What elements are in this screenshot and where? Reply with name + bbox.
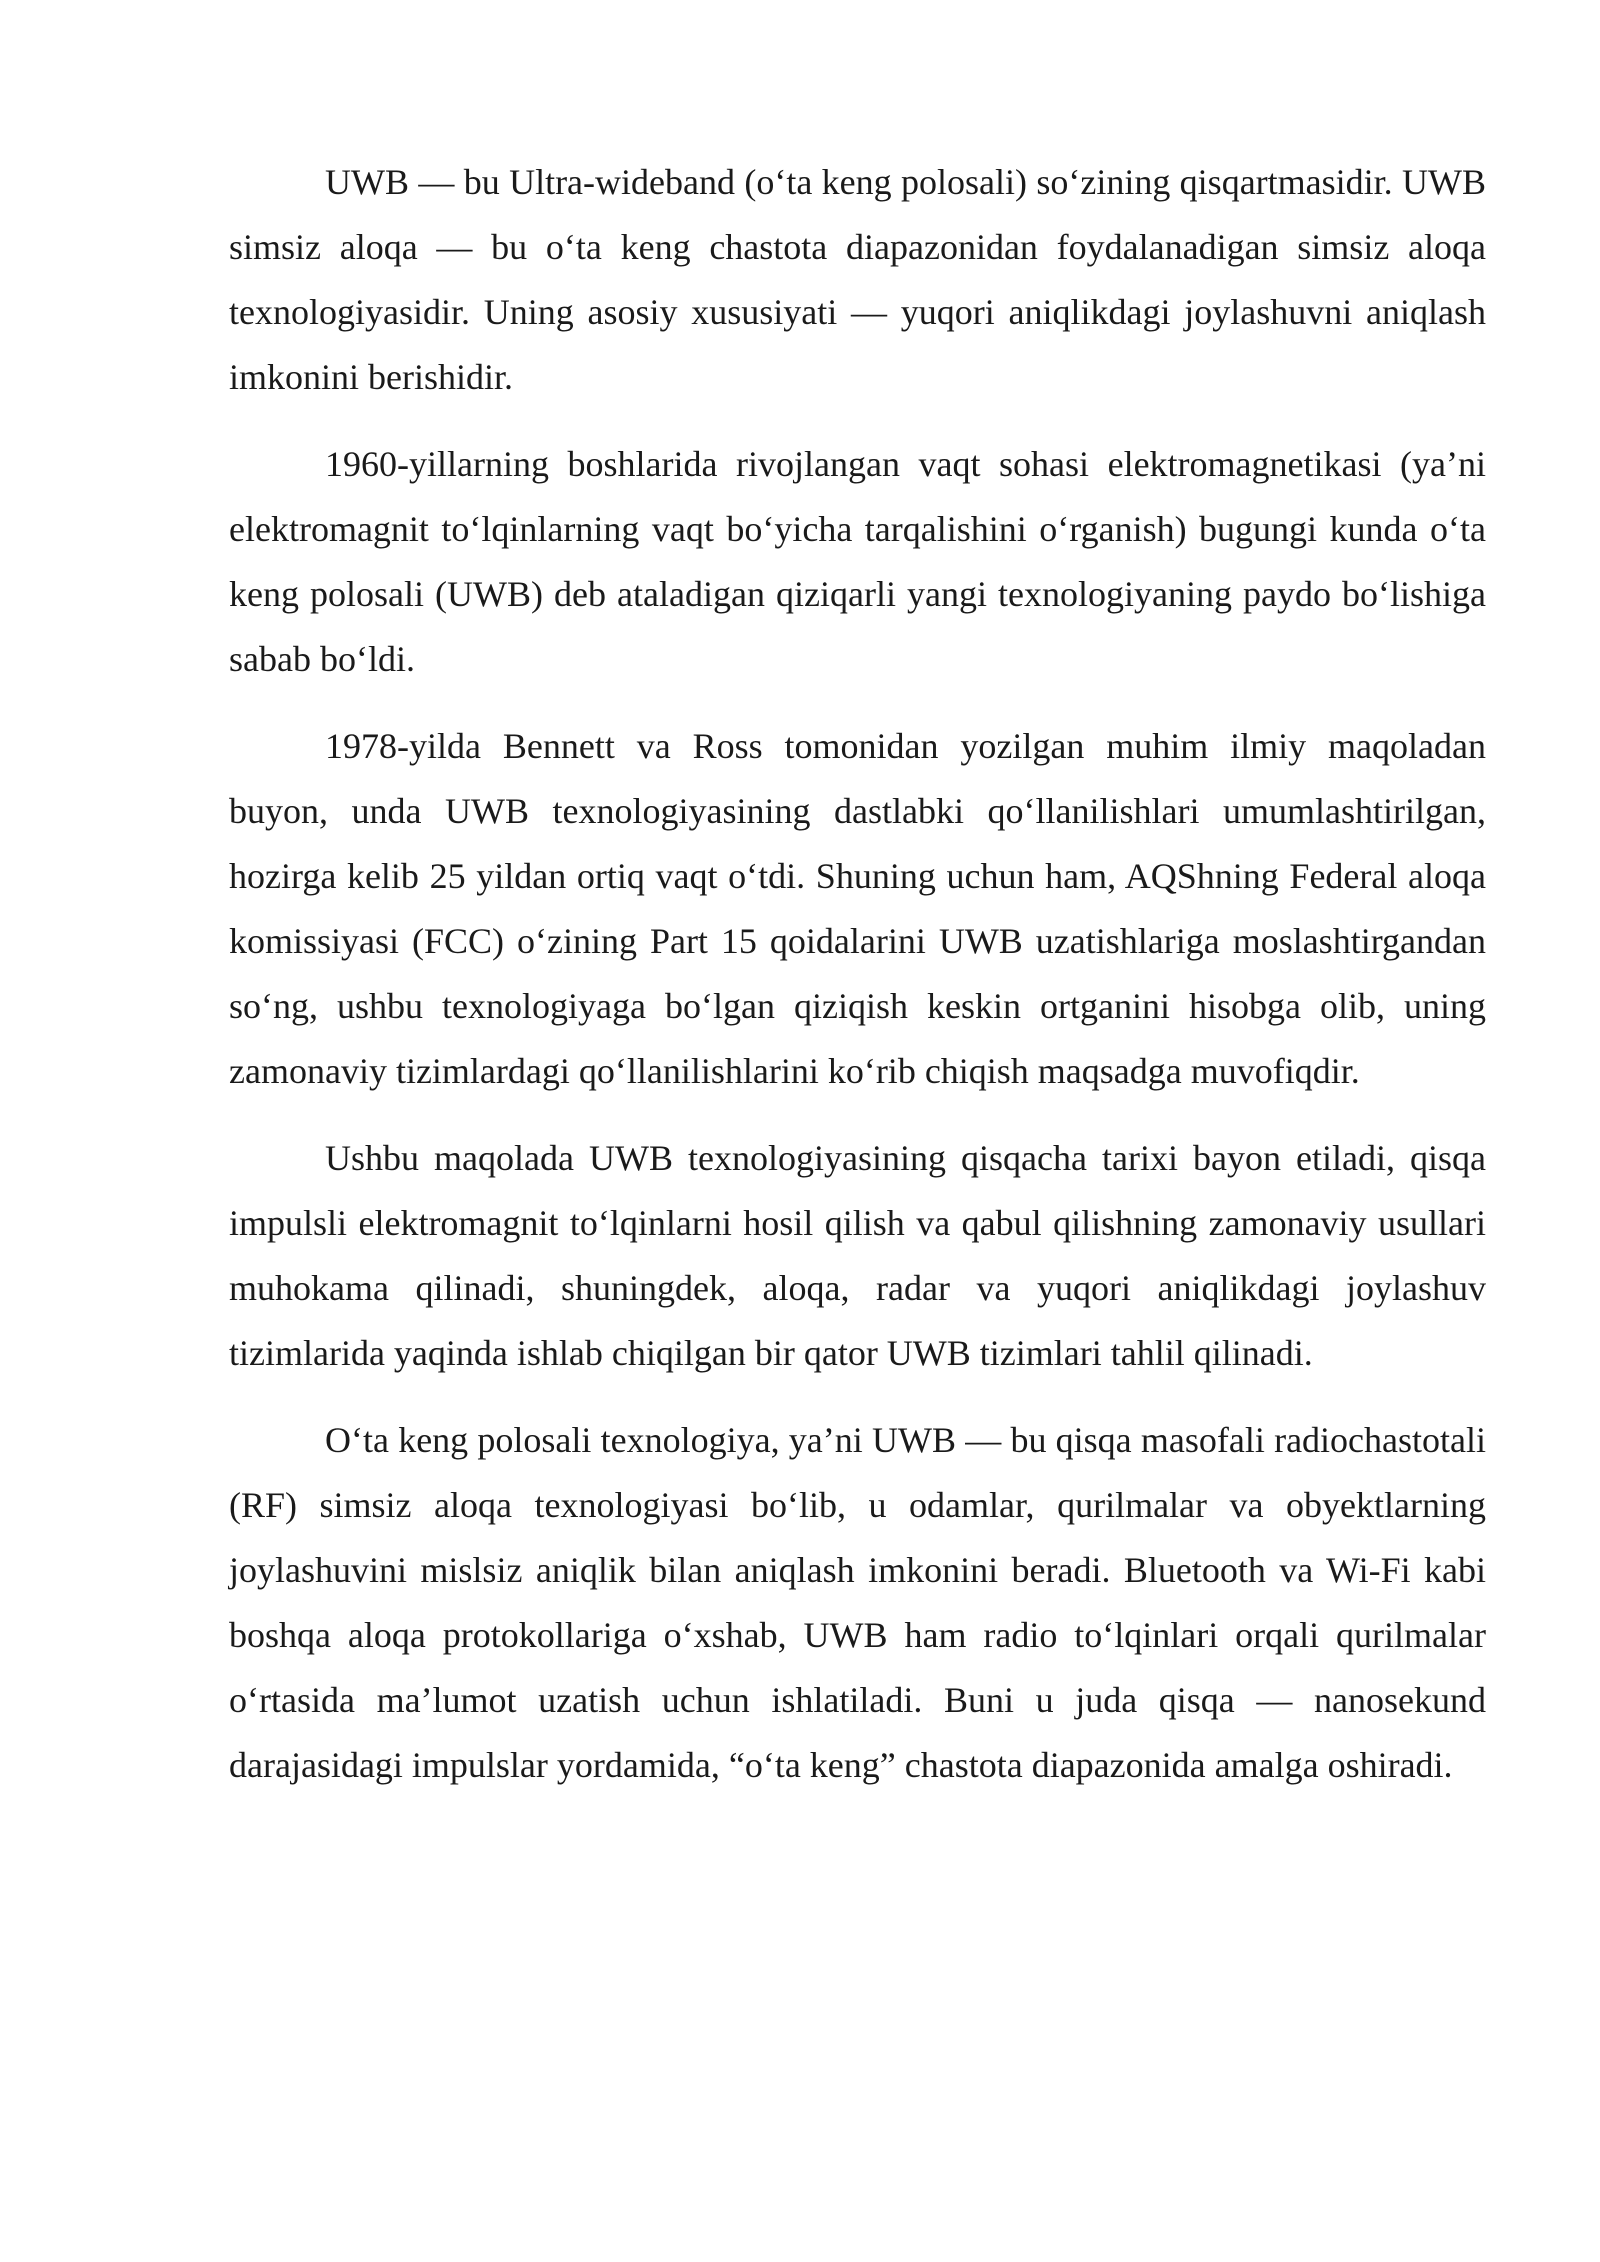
paragraph-article-overview: Ushbu maqolada UWB texnologiyasining qisqacha tarixi bayon etiladi, qisqa impulsli elektromagnit to‘lqinlarni hosil qilish va qabul qilishning zamonaviy usullari muhokama qilinadi, shuningdek, aloqa, radar va yuqori aniqlikdagi joylashuv tizimlarida yaqinda ishlab chiqilgan bir qator UWB tizimlari tahlil qilinadi. — [229, 1138, 1486, 1373]
paragraph-uwb-definition: UWB — bu Ultra-wideband (o‘ta keng polosali) so‘zining qisqartmasidir. UWB simsiz aloqa — bu o‘ta keng chastota diapazonidan foydalanadigan simsiz aloqa texnologiyasidir. Uning asosiy xususiyati — yuqori aniqlikdagi joylashuvni aniqlash imkonini berishidir. — [229, 162, 1486, 397]
paragraph-1960s-history: 1960-yillarning boshlarida rivojlangan vaqt sohasi elektromagnetikasi (ya’ni elektromagnit to‘lqinlarning vaqt bo‘yicha tarqalishini o‘rganish) bugungi kunda o‘ta keng polosali (UWB) deb ataladigan qiziqarli yangi texnologiyaning paydo bo‘lishiga sabab bo‘ldi. — [229, 444, 1486, 679]
paragraph-1978-bennett-ross: 1978-yilda Bennett va Ross tomonidan yozilgan muhim ilmiy maqoladan buyon, unda UWB texnologiyasining dastlabki qo‘llanilishlari umumlashtirilgan, hozirga kelib 25 yildan ortiq vaqt o‘tdi. Shuning uchun ham, AQShning Federal aloqa komissiyasi (FCC) o‘zining Part 15 qoidalarini UWB uzatishlariga moslashtirgandan so‘ng, ushbu texnologiyaga bo‘lgan qiziqish keskin ortganini hisobga olib, uning zamonaviy tizimlardagi qo‘llanilishlarini ko‘rib chiqish maqsadga muvofiqdir. — [229, 726, 1486, 1091]
document-body — [229, 150, 1486, 1820]
paragraph-uwb-technology-description: O‘ta keng polosali texnologiya, ya’ni UWB — bu qisqa masofali radiochastotali (RF) simsiz aloqa texnologiyasi bo‘lib, u odamlar, qurilmalar va obyektlarning joylashuvini mislsiz aniqlik bilan aniqlash imkonini beradi. Bluetooth va Wi-Fi kabi boshqa aloqa protokollariga o‘xshab, UWB ham radio to‘lqinlari orqali qurilmalar o‘rtasida ma’lumot uzatish uchun ishlatiladi. Buni u juda qisqa — nanosekund darajasidagi impulslar yordamida, “o‘ta keng” chastota diapazonida amalga oshiradi. — [229, 1420, 1486, 1785]
